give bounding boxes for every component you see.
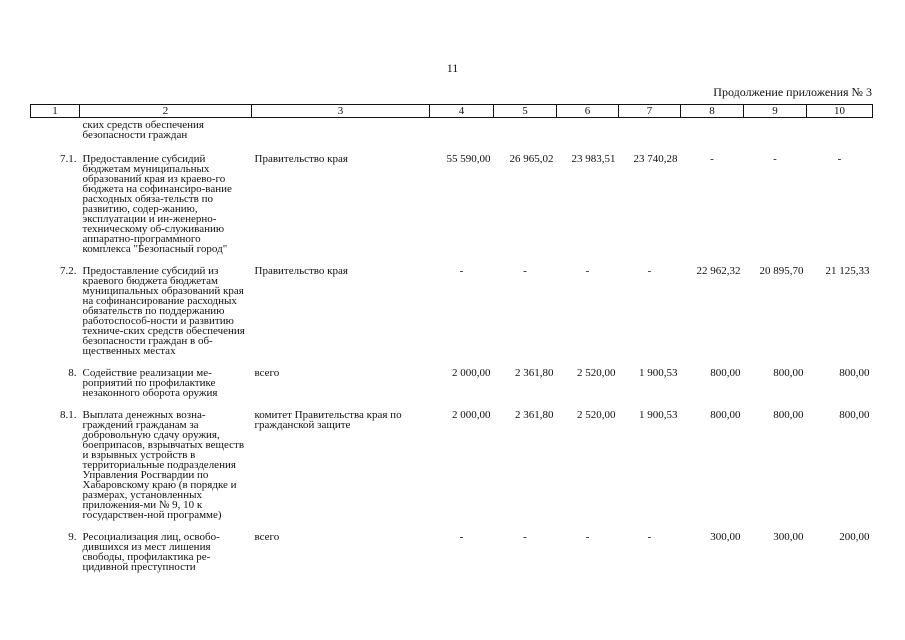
row-responsible: всего — [254, 367, 280, 379]
table-row — [31, 368, 873, 410]
column-header: 6 — [557, 105, 619, 118]
row-value-4: 2 000,00 — [452, 367, 491, 379]
row-name: Предоставление субсидий из краевого бюджета бюджетам муниципальных образований края на софинансирование расходных обязательств по поддержанию работоспособ-ности и развитию техниче-ских средств обеспечения безопасности граждан в об-щественных местах — [82, 265, 245, 357]
row-value-7: 1 900,53 — [639, 367, 678, 379]
row-value-10: 800,00 — [839, 409, 870, 421]
row-responsible: Правительство края — [254, 153, 348, 165]
table-row — [31, 154, 873, 266]
row-value-9: 300,00 — [773, 531, 804, 543]
row-value-5: 2 361,80 — [515, 409, 554, 421]
table-row — [31, 410, 873, 532]
row-number: 9. — [68, 531, 77, 543]
row-value-8: 22 962,32 — [696, 265, 741, 277]
row-value-5: 2 361,80 — [515, 367, 554, 379]
row-value-8: 300,00 — [710, 531, 741, 543]
row-value-5: - — [523, 531, 527, 543]
row-value-5: - — [523, 265, 527, 277]
row-value-9: - — [773, 153, 777, 165]
row-name: Предоставление субсидий бюджетам муниципальных образований края из краево-го бюджета на софинансиро-вание расходных обяза-тельств по развитию, содер-жанию, эксплуатации и ин-женерно-техническому об-служиванию аппаратно-программного комплекса "Безопасный город" — [82, 153, 232, 255]
row-value-8: 800,00 — [710, 409, 741, 421]
table-row — [31, 532, 873, 572]
program-table — [30, 104, 873, 572]
row-value-10: 200,00 — [839, 531, 870, 543]
row-value-9: 800,00 — [773, 409, 804, 421]
row-responsible: всего — [254, 531, 280, 543]
row-value-4: - — [459, 265, 464, 277]
table-header-row — [31, 105, 873, 118]
row-number: 8.1. — [60, 409, 77, 421]
row-value-10: 800,00 — [839, 367, 870, 379]
row-responsible: Правительство края — [254, 265, 348, 277]
column-header: 5 — [494, 105, 557, 118]
row-responsible: комитет Правительства края по гражданской защите — [254, 409, 402, 431]
column-header: 4 — [430, 105, 494, 118]
column-header: 3 — [252, 105, 430, 118]
row-value-4: - — [459, 531, 464, 543]
row-value-7: - — [647, 265, 652, 277]
row-name: Ресоциализация лиц, освобо-дившихся из мест лишения свободы, профилактика ре-цидивной преступности — [82, 531, 220, 573]
row-number: 7.2. — [60, 265, 77, 277]
row-value-4: 2 000,00 — [452, 409, 491, 421]
row-number: 7.1. — [60, 153, 77, 165]
column-header: 10 — [807, 105, 873, 118]
column-header: 9 — [744, 105, 807, 118]
row-value-10: - — [837, 153, 842, 165]
column-header: 8 — [681, 105, 744, 118]
row-value-9: 20 895,70 — [759, 265, 804, 277]
row-value-9: 800,00 — [773, 367, 804, 379]
row-value-6: - — [585, 531, 590, 543]
row-value-5: 26 965,02 — [509, 153, 554, 165]
row-value-8: - — [710, 153, 714, 165]
appendix-continuation: Продолжение приложения № 3 — [713, 85, 872, 99]
row-value-8: 800,00 — [710, 367, 741, 379]
row-value-6: 2 520,00 — [577, 409, 616, 421]
column-header: 1 — [31, 105, 80, 118]
table-row — [31, 266, 873, 368]
row-value-6: - — [585, 265, 590, 277]
row-value-7: 1 900,53 — [639, 409, 678, 421]
table-row-continued — [31, 118, 873, 155]
row-value-7: - — [647, 531, 652, 543]
row-number: 8. — [68, 367, 77, 379]
row-value-10: 21 125,33 — [825, 265, 870, 277]
page-number: 11 — [446, 61, 459, 75]
row-value-4: 55 590,00 — [446, 153, 491, 165]
row-name: Выплата денежных возна-граждений гражданам за добровольную сдачу оружия, боеприпасов, взрывчатых веществ и взрывных устройств в территориальные подразделения Управления Росгвардии по Хабаровскому краю (в порядке и размерах, установленных приложения-ми № 9, 10 к государствен-ной программе) — [82, 409, 245, 521]
row-name: Содействие реализации ме-роприятий по профилактике незаконного оборота оружия — [82, 367, 218, 399]
row-value-6: 23 983,51 — [571, 153, 616, 165]
column-header: 2 — [80, 105, 252, 118]
row-value-6: 2 520,00 — [577, 367, 616, 379]
row-value-7: 23 740,28 — [633, 153, 678, 165]
column-header: 7 — [619, 105, 681, 118]
continued-text: ских средств обеспечения безопасности граждан — [82, 119, 204, 141]
